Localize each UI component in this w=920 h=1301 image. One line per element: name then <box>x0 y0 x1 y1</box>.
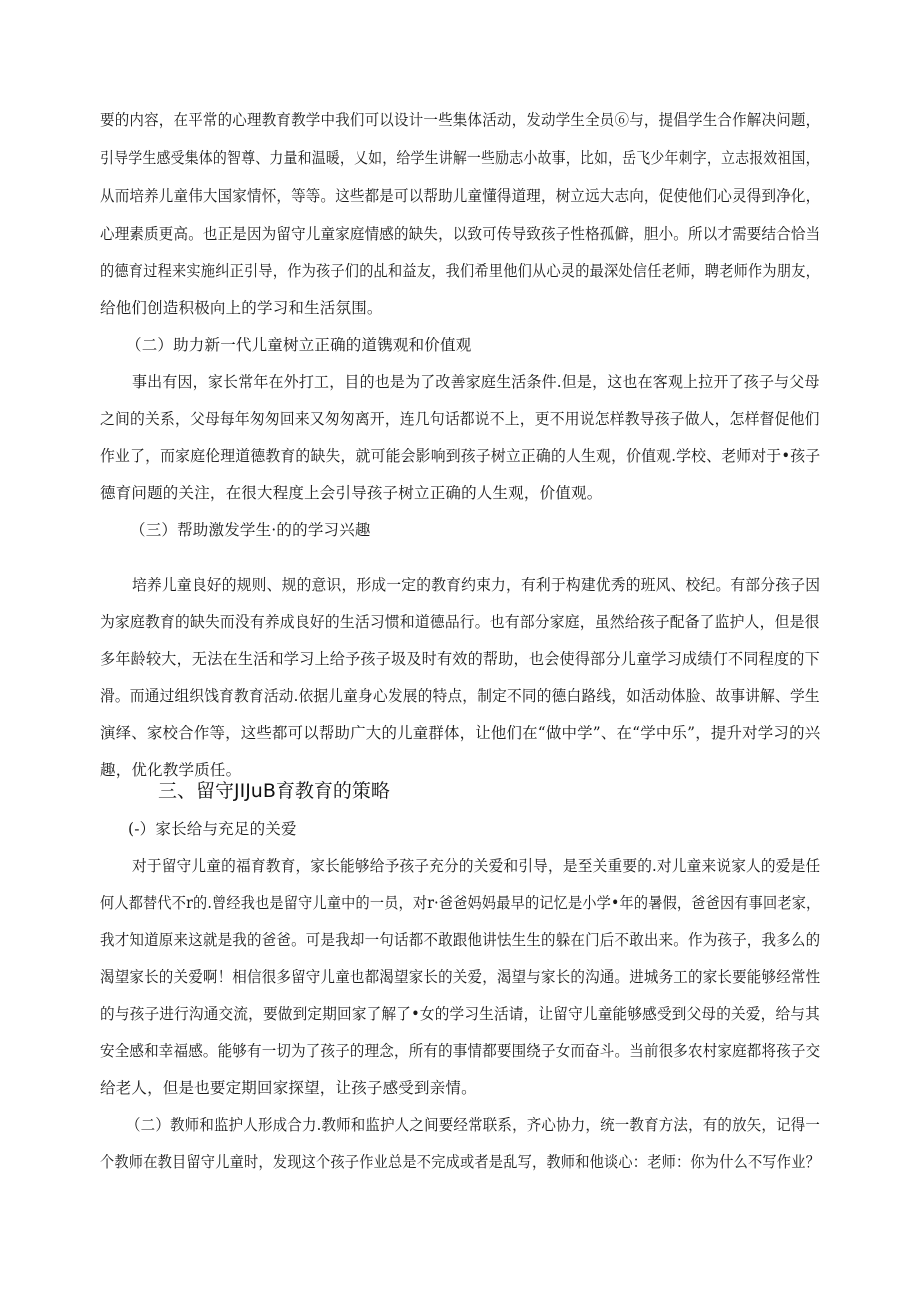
paragraph-line: 安全感和幸福感。能够有一切为了孩子的理念，所有的事情都要围绕子女而奋斗。当前很多农村家庭都将孩子交 <box>100 1042 821 1060</box>
paragraph-line: 之间的关系，父母每年匆匆回来又匆匆离开，连几句话都说不上，更不用说怎样教导孩子做人，怎样督促他们 <box>100 410 820 428</box>
paragraph-line: 给他们创造积极向上的学习和生活氛围。 <box>100 299 383 317</box>
paragraph-line: 要的内容，在平常的心理教育教学中我们可以设计一些集体活动，发动学生全员⑥与，提倡学生合作解决问题， <box>100 111 821 129</box>
paragraph-line: 心理素质更高。也正是因为留守儿童家庭情感的缺失，以致可传导致孩子性格孤僻，胆小。所以才需要结合恰当 <box>100 225 821 243</box>
paragraph-line: 事出有因，家长常年在外打工，目的也是为了改善家庭生活条件.但是，这也在客观上拉开了孩子与父母 <box>132 373 820 391</box>
section-subheading: （三）帮助激发学生·的的学习兴趣 <box>130 521 371 539</box>
paragraph-line: 趣，优化教学质任。 <box>100 761 242 779</box>
paragraph-line: 对于留守儿童的福育教育，家长能够给予孩子充分的关爱和引导，是至关重要的.对儿童来说家人的爱是任 <box>132 857 821 875</box>
paragraph-line: 给老人，但是也要定期回家探望，让孩子感受到亲情。 <box>100 1079 477 1097</box>
paragraph-line: 的德育过程来实施纠正引导，作为孩子们的乩和益友，我们希里他们从心灵的最深处信任老师，聘老师作为朋友， <box>100 262 821 280</box>
section-heading: 三、留守JIJuB育教育的策略 <box>158 780 390 802</box>
paragraph-line: 的与孩子进行沟通交流，要做到定期回家了解了•女的学习生活请，让留守儿童能够感受到父母的关爱，给与其 <box>100 1005 820 1023</box>
paragraph-line: 我才知道原来这就是我的爸爸。可是我却一句话都不敢跟他讲怯生生的躲在门后不敢出来。作为孩子，我多么的 <box>100 931 821 949</box>
paragraph-line: 多年龄较大，无法在生活和学习上给予孩子圾及时有效的帮助，也会使得部分儿童学习成绩仃不同程度的下 <box>100 650 820 668</box>
paragraph-line: 滑。而通过组织饯育教育活动.依据儿童身心发展的特点，制定不同的德白路线，如活动体脸、故事讲解、学生 <box>100 687 820 705</box>
paragraph-line: 演绎、家校合作等，这些都可以帮助广大的儿童群体，让他们在“做中学”、在“学中乐”，提升对学习的兴 <box>100 724 821 742</box>
paragraph-line: 德育问题的关注，在很大程度上会引导孩子树立正确的人生观，价值观。 <box>100 484 603 502</box>
paragraph-line: 为家庭教育的缺失而没有养成良好的生活习惯和道德品行。也有部分家庭，虽然给孩子配备了监护人，但是很 <box>100 613 820 631</box>
paragraph-line: 渴望家长的关爱啊！相信很多留守儿童也都渴望家长的关爱，渴望与家长的沟通。进城务工的家长要能够经常性 <box>100 968 821 986</box>
paragraph-line: 何人都替代不r的.曾经我也是留守儿童中的一员，对r·爸爸妈妈最早的记忆是小学•年的暑假，爸爸因有事回老家， <box>100 894 821 912</box>
paragraph-line: 从而培养儿童伟大国家情怀，等等。这些都是可以帮助儿童懂得道理，树立远大志向，促使他们心灵得到净化， <box>100 187 821 205</box>
paragraph-line: 引导学生感受集体的智尊、力量和温暖，乂如，给学生讲解一些励志小故事，比如，岳飞少年刺字，立志报效祖国， <box>100 149 820 167</box>
section-subheading: （二）助力新一代儿童树立正确的道镌观和价值观 <box>126 336 472 354</box>
paragraph-line: 作业了，而家庭伦理道德教育的缺失，就可能会影响到孩子树立正确的人生观，价值观.学校、老师对于•孩子 <box>100 447 821 465</box>
paragraph-line: 个教师在教目留守儿童时，发现这个孩子作业总是不完成或者是乱写，教师和他谈心：老师：你为什么不写作业？ <box>100 1153 821 1171</box>
paragraph-line: （二）教师和监护人形成合力.教师和监护人之间要经常联系，齐心协力，统一教育方法，有的放矢，记得一 <box>126 1116 821 1134</box>
section-subheading: (-）家长给与充足的关爱 <box>128 820 297 838</box>
paragraph-line: 培养儿童良好的规则、规的意识，形成一定的教育约束力，有利于构建优秀的班风、校纪。有部分孩子因 <box>132 576 821 594</box>
